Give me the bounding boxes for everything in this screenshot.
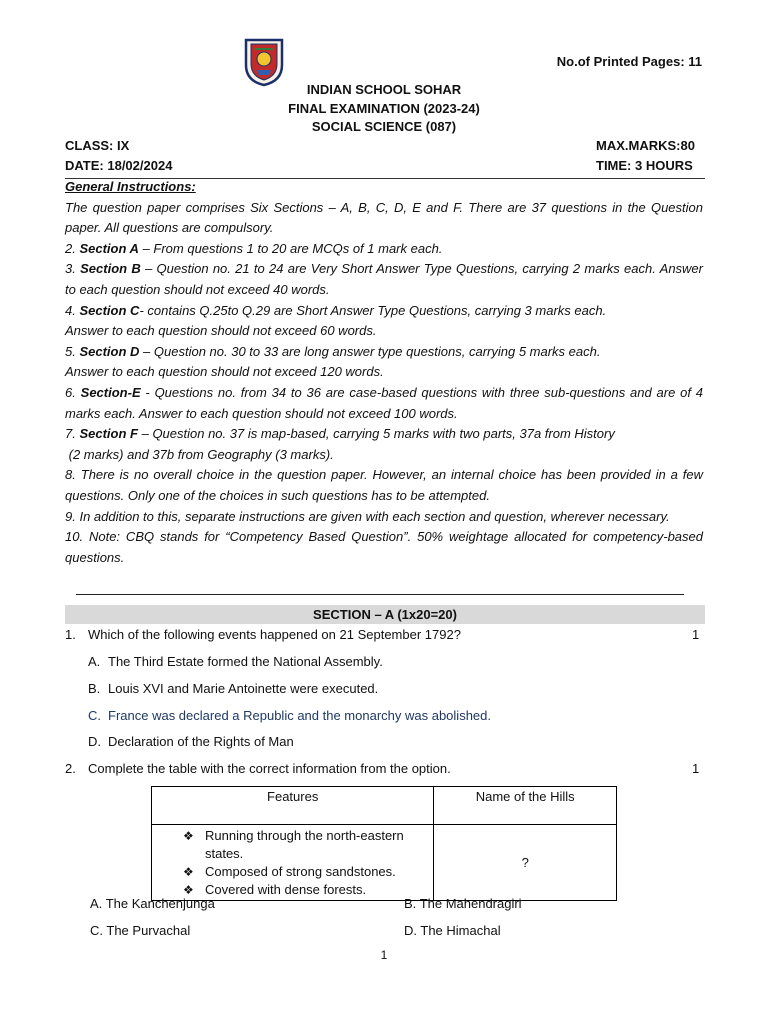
instruction-5-line2: Answer to each question should not exceed 120 words. xyxy=(65,364,384,380)
bullet-diamond-icon: ❖ xyxy=(183,865,194,879)
q1-number: 1. xyxy=(65,627,76,642)
time-label: TIME: 3 HOURS xyxy=(596,158,693,173)
school-crest-logo xyxy=(243,37,285,87)
general-instructions xyxy=(65,177,703,568)
class-label: CLASS: IX xyxy=(65,138,130,153)
feature-item: ❖ Composed of strong sandstones. xyxy=(183,864,396,879)
q2-option-a: A. The Kanchenjunga xyxy=(90,896,215,911)
instruction-5: 5. Section D – Question no. 30 to 33 are long answer type questions, carrying 5 marks each. xyxy=(65,343,601,359)
q1-option-a: A. The Third Estate formed the National Assembly. xyxy=(88,654,383,669)
instruction-4: 4. Section C- contains Q.25to Q.29 are Short Answer Type Questions, carrying 3 marks each. xyxy=(65,302,607,318)
instruction-7: 7. Section F – Question no. 37 is map-based, carrying 5 marks with two parts, 37a from History xyxy=(65,426,615,442)
max-marks-label: MAX.MARKS:80 xyxy=(596,138,695,153)
printed-pages-count: No.of Printed Pages: 11 xyxy=(556,54,702,69)
hills-table xyxy=(151,786,617,901)
page-number: 1 xyxy=(380,948,388,962)
instruction-7-line2: (2 marks) and 37b from Geography (3 marks). xyxy=(65,446,334,462)
q1-option-c: C. France was declared a Republic and the monarchy was abolished. xyxy=(88,708,491,723)
q2-text: Complete the table with the correct information from the option. xyxy=(88,761,451,776)
instruction-9: 9. In addition to this, separate instructions are given with each section and question, wherever necessary. xyxy=(65,508,670,524)
table-features-cell xyxy=(152,825,434,901)
q2-number: 2. xyxy=(65,761,76,776)
q1-marks: 1 xyxy=(692,627,700,642)
instruction-2: 2. Section A – From questions 1 to 20 are MCQs of 1 mark each. xyxy=(65,240,443,256)
instruction-10: 10. Note: CBQ stands for “Competency Based Question”. 50% weightage allocated for competency-based questions. xyxy=(65,529,703,565)
date-label: DATE: 18/02/2024 xyxy=(65,158,173,173)
exam-title: FINAL EXAMINATION (2023-24) xyxy=(288,101,480,116)
table-header-features: Features xyxy=(152,787,434,825)
q1-option-d: D. Declaration of the Rights of Man xyxy=(88,734,294,749)
bullet-diamond-icon: ❖ xyxy=(183,883,194,897)
instruction-8: 8. There is no overall choice in the question paper. However, an internal choice has been provided in a few questions. Only one of the choices in such questions has to be attempted. xyxy=(65,467,703,503)
instructions-heading: General Instructions: xyxy=(65,179,196,194)
q2-marks: 1 xyxy=(692,761,700,776)
instruction-4-line2: Answer to each question should not exceed 60 words. xyxy=(65,323,377,339)
bullet-diamond-icon: ❖ xyxy=(183,829,194,843)
subject-title: SOCIAL SCIENCE (087) xyxy=(311,119,457,134)
instruction-1: The question paper comprises Six Sections – A, B, C, D, E and F. There are 37 questions in the Question paper. All questions are compulsory. xyxy=(65,199,703,236)
q2-option-b: B. The Mahendragiri xyxy=(404,896,522,911)
table-answer-cell: ? xyxy=(434,825,617,901)
feature-item: ❖ Covered with dense forests. xyxy=(183,882,367,897)
q1-option-b: B. Louis XVI and Marie Antoinette were executed. xyxy=(88,681,379,696)
q2-option-d: D. The Himachal xyxy=(404,923,501,938)
q2-option-c: C. The Purvachal xyxy=(90,923,191,938)
school-name: INDIAN SCHOOL SOHAR xyxy=(306,82,462,97)
section-a-heading: SECTION – A (1x20=20) xyxy=(65,605,705,624)
section-divider xyxy=(76,594,684,595)
feature-item: ❖ Running through the north-eastern states. xyxy=(183,828,404,861)
instruction-6: 6. Section-E - Questions no. from 34 to 36 are case-based questions with three sub-questions and are of 4 marks each. Answer to each question should not exceed 100 words. xyxy=(65,384,703,421)
instruction-3: 3. Section B – Question no. 21 to 24 are Very Short Answer Type Questions, carrying 2 marks each. Answer to each question should not exceed 40 words. xyxy=(65,261,703,297)
table-header-hills: Name of the Hills xyxy=(434,787,617,825)
q1-text: Which of the following events happened on 21 September 1792? xyxy=(88,627,461,642)
